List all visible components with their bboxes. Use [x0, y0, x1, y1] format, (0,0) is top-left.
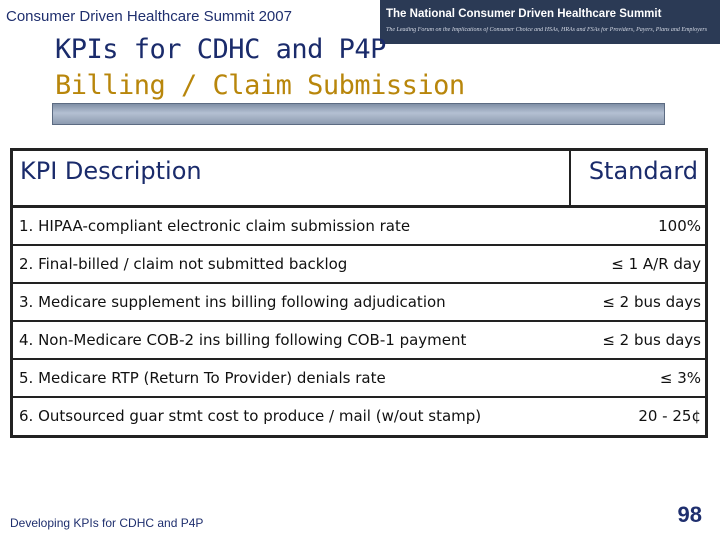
- table-row: [13, 246, 705, 284]
- summit-label: Consumer Driven Healthcare Summit 2007: [6, 8, 292, 25]
- page-number: 98: [677, 502, 702, 527]
- banner-title: The National Consumer Driven Healthcare Summit: [386, 8, 662, 20]
- kpi-description: 6. Outsourced guar stmt cost to produce / mail (w/out stamp): [19, 407, 482, 425]
- summit-banner: [380, 0, 720, 44]
- kpi-description: 1. HIPAA-compliant electronic claim submission rate: [19, 217, 411, 235]
- kpi-standard: ≤ 2 bus days: [602, 293, 701, 311]
- banner-subtitle: The Leading Forum on the Implications of Consumer Choice and HSAs, HRAs and FSAs for Providers, Payers, Plans and Employers: [386, 27, 708, 33]
- header-column-divider: [569, 151, 571, 207]
- kpi-description: 5. Medicare RTP (Return To Provider) denials rate: [19, 369, 386, 387]
- footer-text: Developing KPIs for CDHC and P4P: [10, 516, 204, 530]
- table-row: [13, 284, 705, 322]
- kpi-standard: ≤ 2 bus days: [602, 331, 701, 349]
- table-row: [13, 208, 705, 246]
- kpi-standard: 20 - 25¢: [638, 407, 701, 425]
- title-underline-bar: [52, 103, 665, 125]
- table-row: [13, 360, 705, 398]
- kpi-description: 2. Final-billed / claim not submitted backlog: [19, 255, 348, 273]
- kpi-standard: ≤ 3%: [659, 369, 701, 387]
- kpi-description: 4. Non-Medicare COB-2 ins billing following COB-1 payment: [19, 331, 467, 349]
- kpi-description: 3. Medicare supplement ins billing following adjudication: [19, 293, 446, 311]
- kpi-standard: ≤ 1 A/R day: [611, 255, 701, 273]
- column-header-description: KPI Description: [20, 157, 202, 185]
- kpi-standard: 100%: [658, 217, 701, 235]
- table-row: [13, 322, 705, 360]
- slide-subtitle: Billing / Claim Submission: [55, 70, 465, 101]
- table-row: [13, 398, 705, 436]
- kpi-table: [10, 148, 708, 438]
- column-header-standard: Standard: [588, 157, 698, 185]
- slide-title: KPIs for CDHC and P4P: [55, 34, 386, 65]
